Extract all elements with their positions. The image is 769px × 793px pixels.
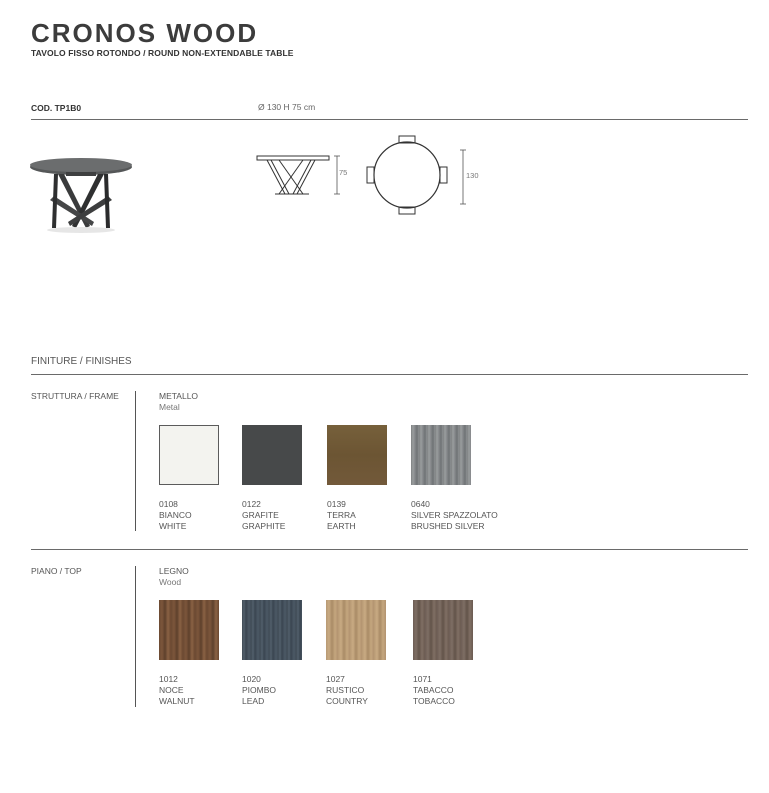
frame-section-label: STRUTTURA / FRAME (31, 391, 119, 401)
product-dimensions: Ø 130 H 75 cm (258, 102, 316, 112)
top-material-name: LEGNO (159, 566, 189, 576)
swatch-name-en: EARTH (327, 521, 356, 531)
swatch-label-0139 (327, 499, 356, 532)
swatch-label-0640 (411, 499, 498, 532)
swatch-0108-bianco (159, 425, 219, 485)
diameter-dimension-label: 130 (466, 171, 479, 180)
top-section-label: PIANO / TOP (31, 566, 82, 576)
section-divider (31, 549, 748, 550)
swatch-1027-rustico (326, 600, 386, 660)
product-subtitle: TAVOLO FISSO ROTONDO / ROUND NON-EXTENDABLE TABLE (31, 48, 294, 58)
swatch-label-1012 (159, 674, 195, 707)
swatch-name-it: RUSTICO (326, 685, 365, 695)
frame-section-divider (135, 391, 136, 531)
swatch-label-0122 (242, 499, 285, 532)
swatch-code: 1012 (159, 674, 178, 684)
frame-material-name: METALLO (159, 391, 199, 401)
swatch-label-1020 (242, 674, 276, 707)
product-title: CRONOS WOOD (31, 18, 259, 48)
swatch-1020-piombo (242, 600, 302, 660)
swatch-name-it: TERRA (327, 510, 356, 520)
product-code: COD. TP1B0 (31, 103, 82, 113)
swatch-code: 0640 (411, 499, 430, 509)
finishes-divider (31, 374, 748, 375)
height-dimension-label: 75 (339, 168, 348, 177)
swatch-name-it: GRAFITE (242, 510, 279, 520)
swatch-label-1071 (413, 674, 455, 707)
top-view-drawing (365, 134, 455, 216)
header-divider (31, 119, 748, 120)
swatch-name-it: NOCE (159, 685, 184, 695)
swatch-code: 1020 (242, 674, 261, 684)
swatch-name-en: TOBACCO (413, 696, 455, 706)
swatch-name-en: BRUSHED SILVER (411, 521, 485, 531)
product-photo (28, 150, 134, 260)
swatch-label-0108 (159, 499, 192, 532)
swatch-code: 1071 (413, 674, 432, 684)
swatch-name-en: WALNUT (159, 696, 195, 706)
swatch-name-it: TABACCO (413, 685, 454, 695)
swatch-0122-grafite (242, 425, 302, 485)
top-material-name-en: Wood (159, 577, 182, 587)
top-section-divider (135, 566, 136, 707)
swatch-code: 0108 (159, 499, 178, 509)
swatch-0139-terra (327, 425, 387, 485)
swatch-1012-noce (159, 600, 219, 660)
finishes-title: FINITURE / FINISHES (31, 356, 132, 367)
swatch-name-en: GRAPHITE (242, 521, 286, 531)
swatch-name-en: LEAD (242, 696, 265, 706)
swatch-code: 1027 (326, 674, 345, 684)
swatch-label-1027 (326, 674, 368, 707)
swatch-code: 0122 (242, 499, 261, 509)
frame-material-name-en: Metal (159, 402, 180, 412)
swatch-code: 0139 (327, 499, 346, 509)
swatch-name-it: SILVER SPAZZOLATO (411, 510, 498, 520)
swatch-name-it: PIOMBO (242, 685, 277, 695)
swatch-name-en: WHITE (159, 521, 187, 531)
swatch-1071-tabacco (413, 600, 473, 660)
swatch-name-en: COUNTRY (326, 696, 368, 706)
swatch-0640-silver (411, 425, 471, 485)
swatch-name-it: BIANCO (159, 510, 192, 520)
